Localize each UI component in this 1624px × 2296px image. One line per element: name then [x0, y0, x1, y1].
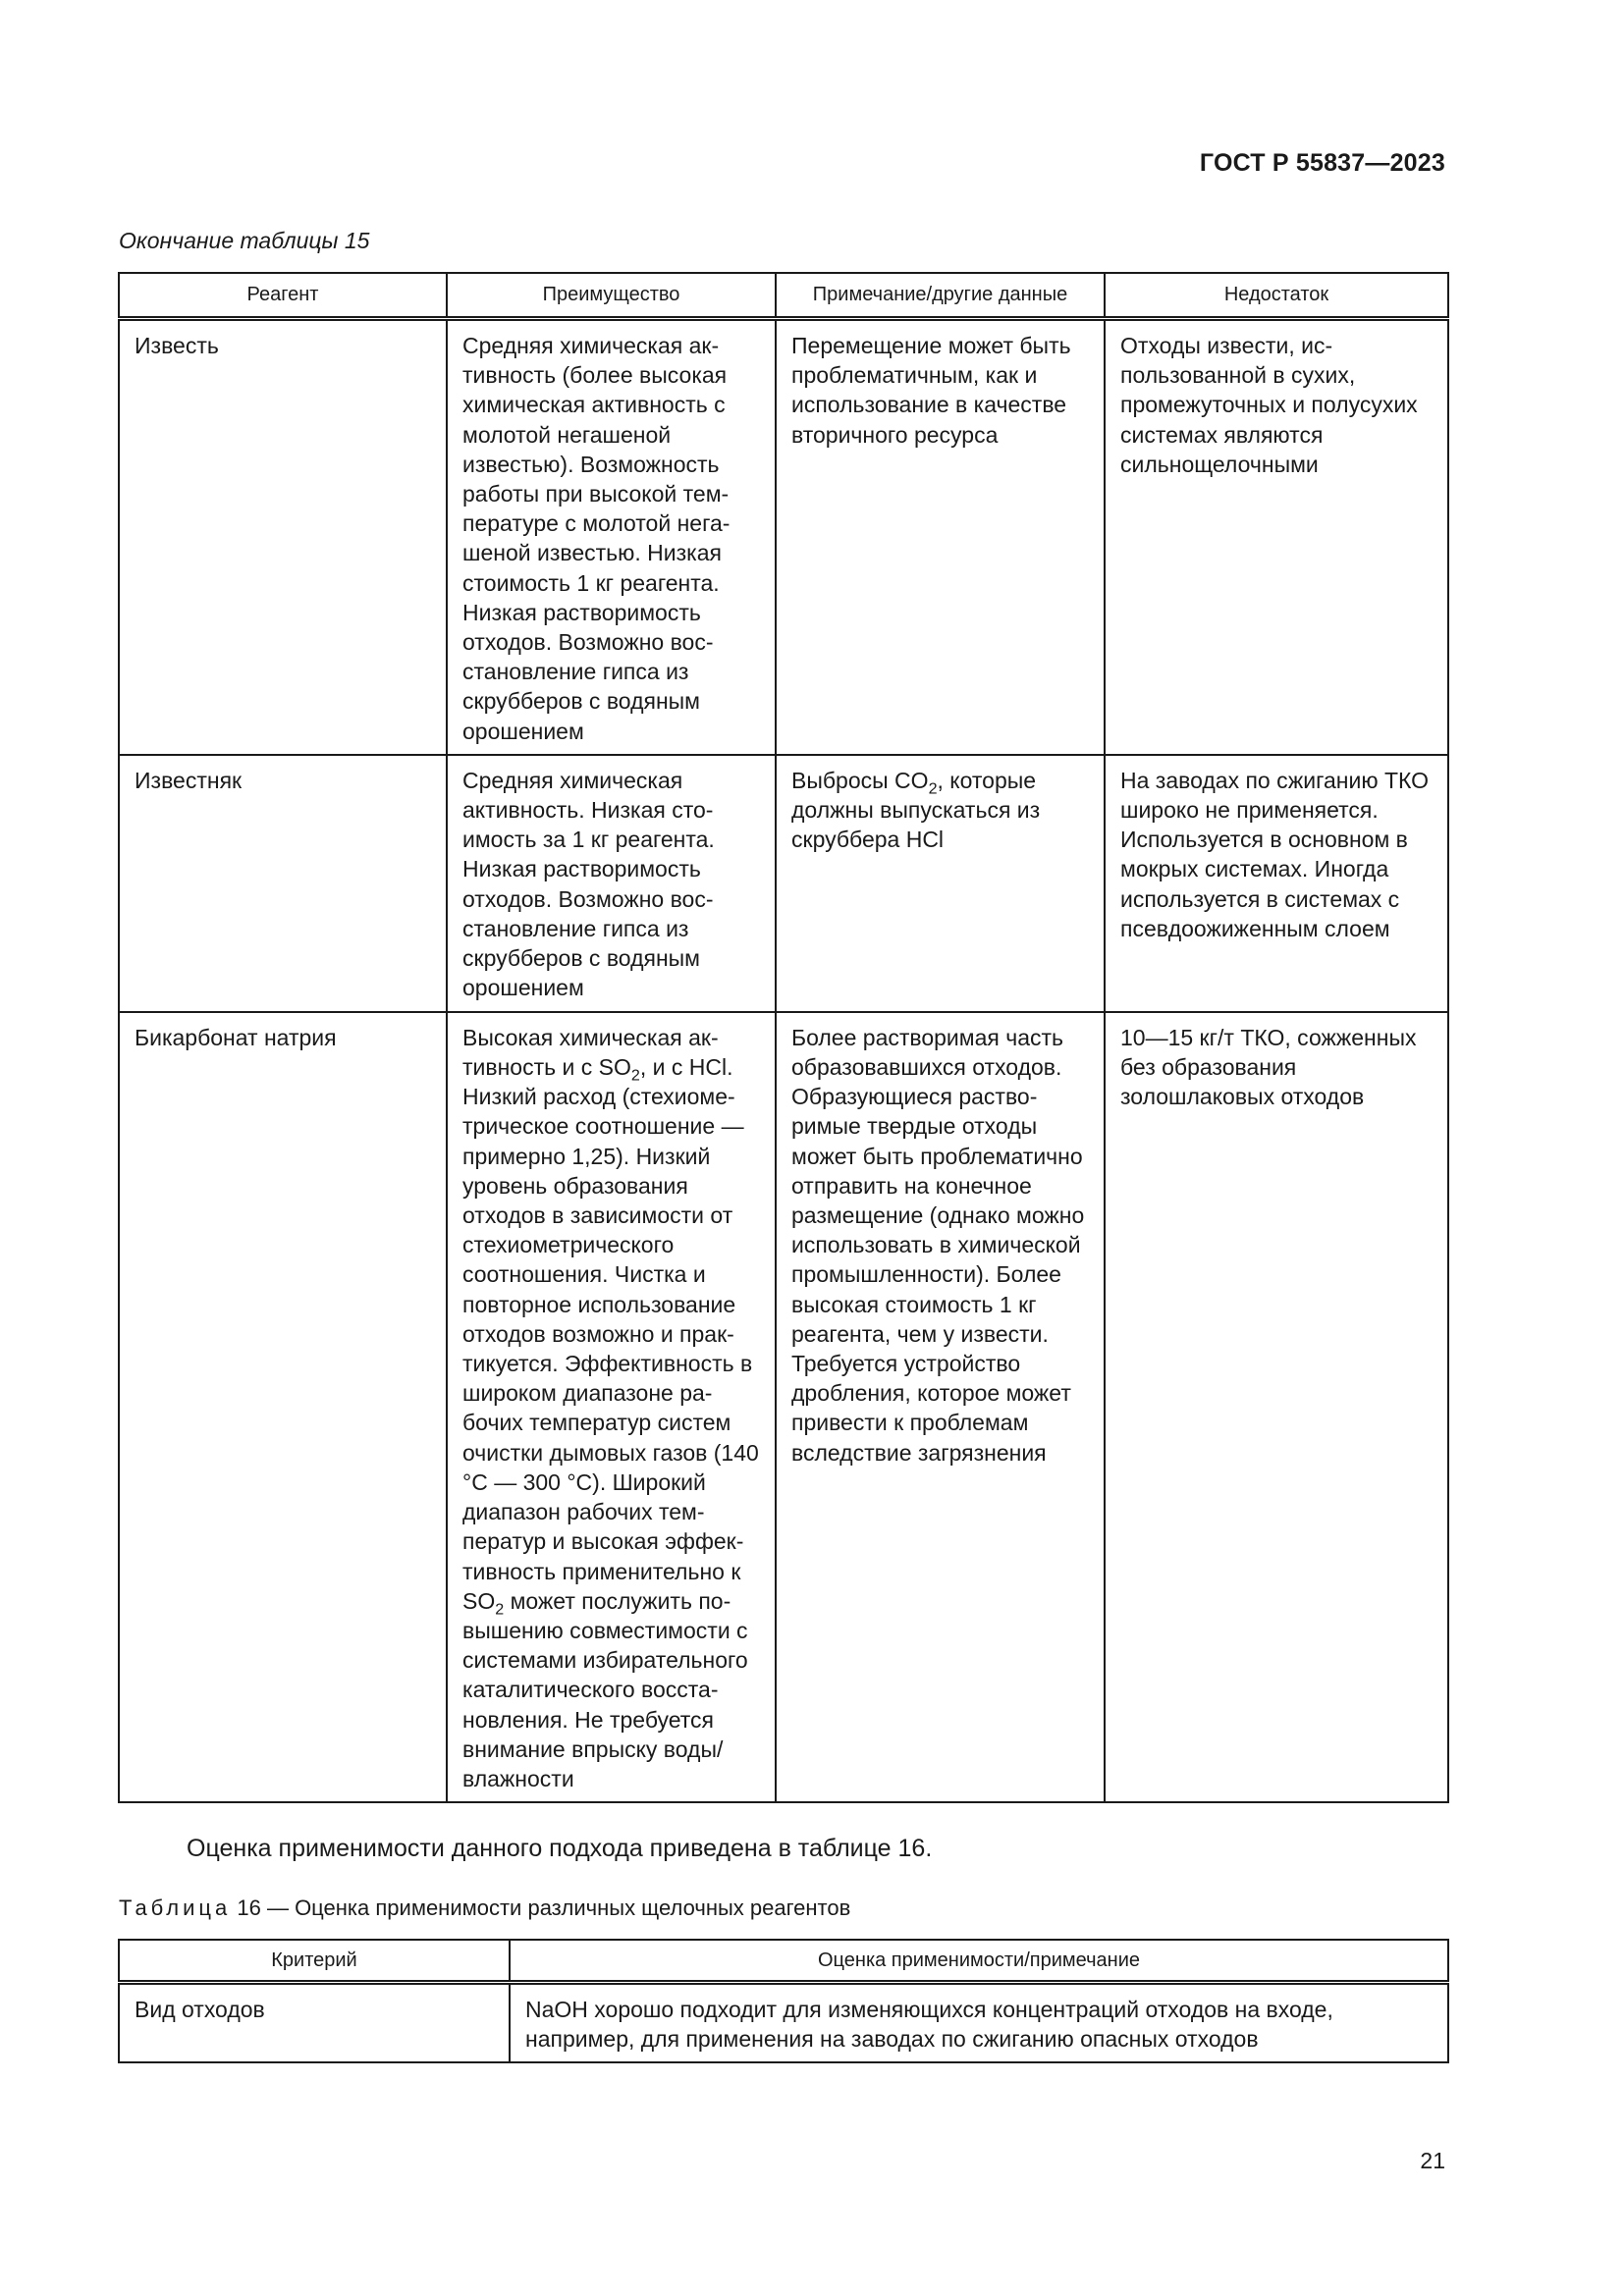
advantage-text: Высокая химическая активность и с SO: [462, 1024, 719, 1081]
disadvantage-cell: На заводах по сжиганию ТКО широко не применяется. Используется в основном в мокрых системах. Иногда используется в системах с псевдоожиженным слоем: [1105, 755, 1448, 1012]
table-header-row: [119, 1940, 1448, 1983]
note-cell: Более растворимая часть образовавшихся отходов. Образующиеся растворимые твердые отходы может быть проблематично отправить на конечное размещение (однако можно использовать в химической промышленности). Более высокая стоимость 1 кг реагента, чем у извести. Требуется устройство дробления, которое может привести к проблемам вследствие загрязнения: [776, 1012, 1105, 1802]
advantage-cell: Средняя химическая активность. Низкая стоимость за 1 кг реагента. Низкая растворимость отходов. Возможно восстановление гипса из скрубберов с водяным орошением: [447, 755, 776, 1012]
advantage-cell: [447, 1012, 776, 1802]
column-header-reagent: Реагент: [119, 273, 447, 319]
subscript: 2: [630, 1066, 640, 1085]
column-header-advantage: Преимущество: [447, 273, 776, 319]
note-text: Выбросы CO: [791, 767, 929, 793]
table-row: [119, 319, 1448, 755]
assessment-cell: NaOH хорошо подходит для изменяющихся концентраций отходов на входе, например, для применения на заводах по сжиганию опасных отходов: [510, 1983, 1448, 2063]
table-row: [119, 1012, 1448, 1802]
advantage-text: , и с HCl. Низкий расход (стехиометрическое соотношение — примерно 1,25). Низкий уровень образования отходов в зависимости от стехиометрического соотношения. Чистка и повторное использование отходов возможно и практикуется. Эффективность в широком диапазоне рабочих температур систем очистки дымовых газов (140 °C — 300 °C). Широкий диапазон рабочих температур и высокая эффективность применительно к SO: [462, 1054, 759, 1614]
table-header-row: [119, 273, 1448, 319]
column-header-disadvantage: Недостаток: [1105, 273, 1448, 319]
table-row: [119, 755, 1448, 1012]
disadvantage-cell: Отходы извести, использованной в сухих, промежуточных и полусухих системах являются сильнощелочными: [1105, 319, 1448, 755]
advantage-text: может послужить повышению совместимости с системами избирательного каталитического восстановления. Не требуется внимание впрыску воды/ влажности: [462, 1587, 748, 1791]
column-header-criterion: Критерий: [119, 1940, 510, 1983]
reagent-cell: Известь: [119, 319, 447, 755]
table-row: [119, 1983, 1448, 2063]
table-15: [118, 272, 1449, 1803]
note-text: , которые должны выпускаться из скруббера HCl: [791, 767, 1041, 853]
table-continuation-caption: Окончание таблицы 15: [119, 228, 370, 253]
disadvantage-cell: 10—15 кг/т ТКО, сожженных без образования золошлаковых отходов: [1105, 1012, 1448, 1802]
table-caption-text: 16 — Оценка применимости различных щелочных реагентов: [231, 1896, 851, 1920]
note-cell: Перемещение может быть проблематичным, как и использование в качестве вторичного ресурса: [776, 319, 1105, 755]
note-cell: [776, 755, 1105, 1012]
body-paragraph: Оценка применимости данного подхода приведена в таблице 16.: [187, 1835, 933, 1862]
table-16-caption: [119, 1896, 850, 1921]
reagent-cell: Известняк: [119, 755, 447, 1012]
column-header-assessment: Оценка применимости/примечание: [510, 1940, 1448, 1983]
column-header-note: Примечание/другие данные: [776, 273, 1105, 319]
subscript: 2: [495, 1600, 505, 1619]
table-16: [118, 1939, 1449, 2063]
table-caption-label: Таблица: [119, 1896, 232, 1920]
advantage-cell: Средняя химическая активность (более высокая химическая активность с молотой негашеной известью). Возможность работы при высокой температуре с молотой негашеной известью. Низкая стоимость 1 кг реагента. Низкая растворимость отходов. Возможно восстановление гипса из скрубберов с водяным орошением: [447, 319, 776, 755]
reagent-cell: Бикарбонат натрия: [119, 1012, 447, 1802]
criterion-cell: Вид отходов: [119, 1983, 510, 2063]
subscript: 2: [928, 779, 938, 798]
page-number: 21: [1420, 2148, 1445, 2173]
document-code: ГОСТ Р 55837—2023: [1199, 149, 1445, 177]
